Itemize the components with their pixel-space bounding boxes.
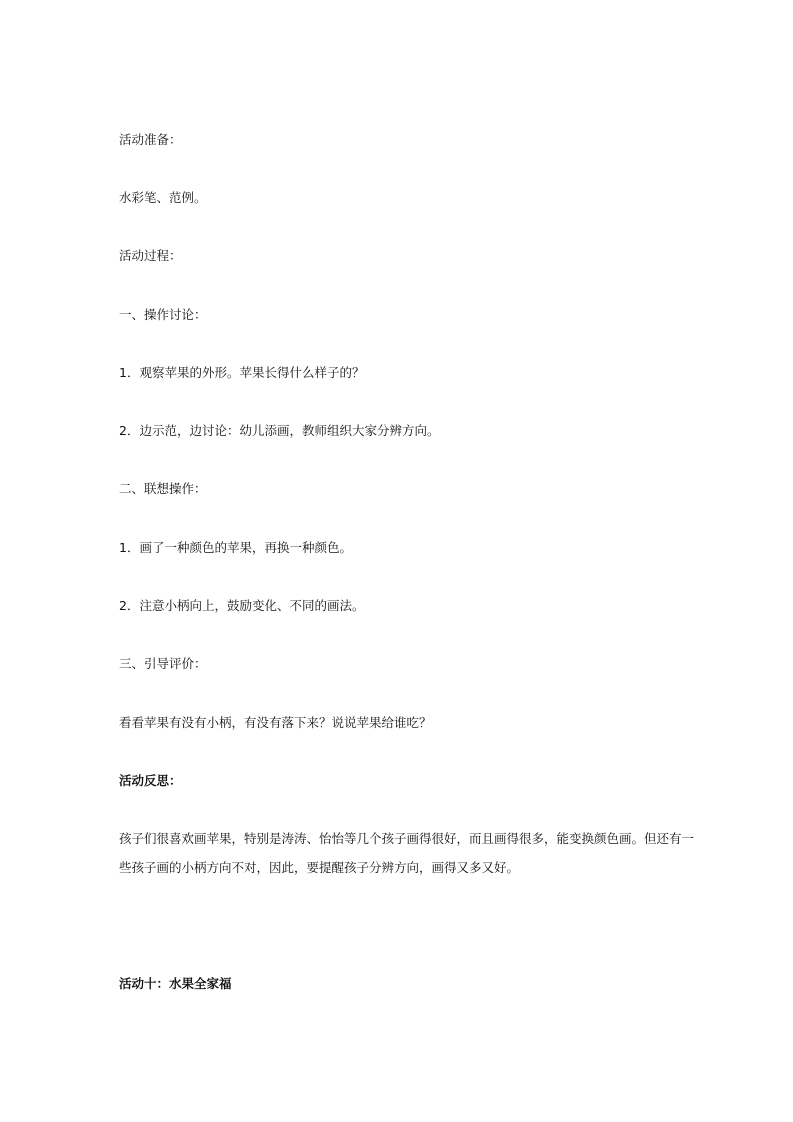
step-2-item-1: 1．画了一种颜色的苹果，再换一种颜色。: [119, 540, 352, 555]
step-1-item-2: 2．边示范，边讨论：幼儿添画，教师组织大家分辨方向。: [119, 423, 440, 438]
step-1-item-1: 1．观察苹果的外形。苹果长得什么样子的？: [119, 365, 365, 380]
reflection-line-2: 些孩子画的小柄方向不对，因此，要提醒孩子分辨方向，画得又多又好。: [119, 860, 520, 875]
step-heading-3: 三、引导评价：: [119, 656, 207, 671]
next-activity-heading: 活动十：水果全家福: [119, 976, 232, 991]
step-heading-2: 二、联想操作：: [119, 481, 207, 496]
reflection-line-1: 孩子们很喜欢画苹果，特别是涛涛、怡怡等几个孩子画得很好，而且画得很多，能变换颜色画。但还有一: [119, 831, 695, 846]
section-label-process: 活动过程：: [119, 248, 182, 263]
preparation-materials: 水彩笔、范例。: [119, 190, 207, 205]
step-2-item-2: 2．注意小柄向上，鼓励变化、不同的画法。: [119, 598, 365, 613]
step-heading-1: 一、操作讨论：: [119, 307, 207, 322]
section-label-preparation: 活动准备：: [119, 132, 182, 147]
step-3-item-1: 看看苹果有没有小柄，有没有落下来？说说苹果给谁吃？: [119, 715, 432, 730]
reflection-heading: 活动反思：: [119, 773, 182, 788]
